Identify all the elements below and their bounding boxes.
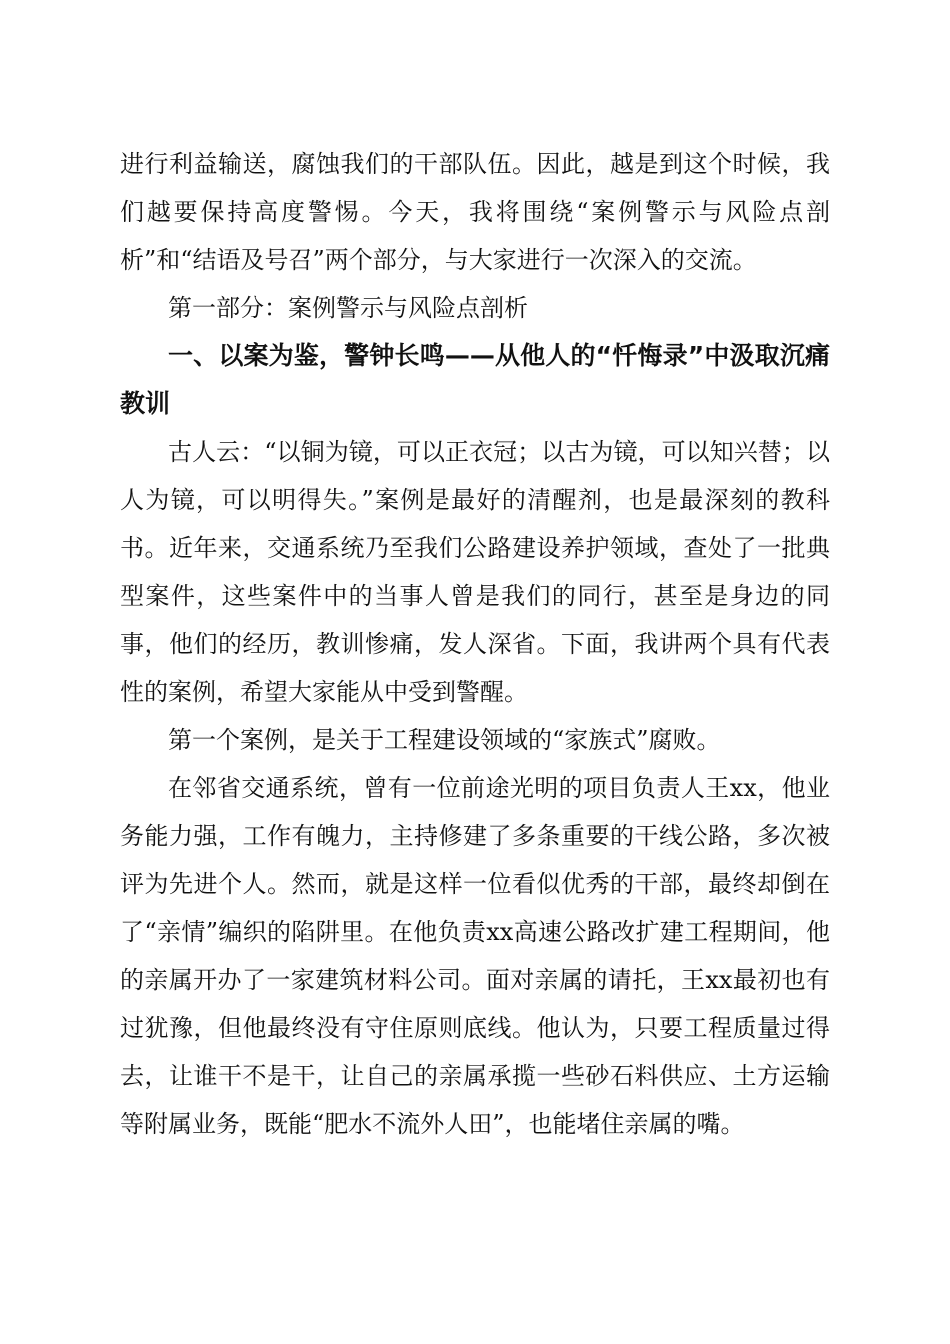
paragraph-opening: 进行利益输送，腐蚀我们的干部队伍。因此，越是到这个时候，我们越要保持高度警惕。今天，我将围绕“案例警示与风险点剖析”和“结语及号召”两个部分，与大家进行一次深入的交流。 [120, 150, 830, 274]
paragraph-quote: 古人云：“以铜为镜，可以正衣冠；以古为镜，可以知兴替；以人为镜，可以明得失。”案例是最好的清醒剂，也是最深刻的教科书。近年来，交通系统乃至我们公路建设养护领域，查处了一批典型案件，这些案件中的当事人曾是我们的同行，甚至是身边的同事，他们的经历，教训惨痛，发人深省。下面，我讲两个具有代表性的案例，希望大家能从中受到警醒。 [120, 438, 830, 706]
section-title: 第一部分：案例警示与风险点剖析 [168, 294, 528, 322]
paragraph-case-intro: 第一个案例，是关于工程建设领域的“家族式”腐败。 [168, 726, 721, 754]
paragraph-case-detail: 在邻省交通系统，曾有一位前途光明的项目负责人王xx，他业务能力强，工作有魄力，主持修建了多条重要的干线公路，多次被评为先进个人。然而，就是这样一位看似优秀的干部，最终却倒在了“亲情”编织的陷阱里。在他负责xx高速公路改扩建工程期间，他的亲属开办了一家建筑材料公司。面对亲属的请托，王xx最初也有过犹豫，但他最终没有守住原则底线。他认为，只要工程质量过得去，让谁干不是干，让自己的亲属承揽一些砂石料供应、土方运输等附属业务，既能“肥水不流外人田”，也能堵住亲属的嘴。 [120, 774, 830, 1138]
document-body [120, 140, 830, 1148]
subsection-heading: 一、以案为鉴，警钟长鸣——从他人的“忏悔录”中汲取沉痛教训 [120, 341, 830, 418]
